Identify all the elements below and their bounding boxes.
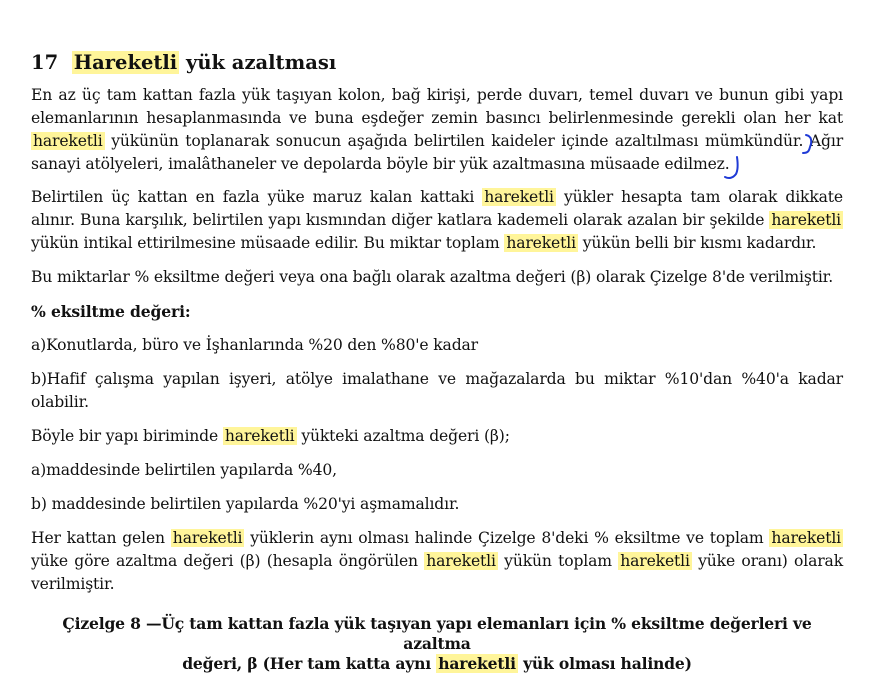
text-run: yükün intikal ettirilmesine müsaade edilir. Bu miktar toplam: [31, 234, 500, 252]
highlighted-keyword: hareketli: [620, 552, 690, 570]
text-run: Belirtilen üç kattan en fazla yüke maruz kalan kattaki: [31, 188, 475, 206]
section-heading: [31, 50, 843, 76]
highlighted-keyword: hareketli: [438, 654, 516, 673]
list-item-a-limit: a)maddesinde belirtilen yapılarda %40,: [31, 461, 337, 479]
highlighted-keyword: hareketli: [771, 211, 841, 229]
list-item-b-limit: b) maddesinde belirtilen yapılarda %20'yi aşmamalıdır.: [31, 495, 460, 513]
text-run: yükteki azaltma değeri (β);: [301, 427, 510, 445]
pen-bracket-annotation-bottom: [721, 154, 745, 184]
paragraph-beta: [31, 425, 843, 448]
section-number: 17: [31, 51, 59, 74]
highlighted-keyword: hareketli: [426, 552, 496, 570]
list-item-a: a)Konutlarda, büro ve İşhanlarında %20 den %80'e kadar: [31, 336, 478, 354]
text-run: Böyle bir yapı biriminde: [31, 427, 219, 445]
paragraph-3: Bu miktarlar % eksiltme değeri veya ona bağlı olarak azaltma değeri (β) olarak Çizelge 8'de verilmiştir.: [31, 268, 834, 286]
pen-bracket-annotation-top: [800, 132, 820, 158]
text-run: yükün belli bir kısmı kadardır.: [582, 234, 817, 252]
highlighted-keyword: hareketli: [484, 188, 554, 206]
text-run: En az üç tam kattan fazla yük taşıyan kolon, bağ kirişi, perde duvarı, temel duvarı ve bunun gibi yapı elemanlarının hesaplanmasında ve buna eşdeğer zemin basıncı belirlenmesinde gerekli olan her kat: [31, 86, 843, 127]
document-page: [31, 50, 843, 596]
section-title: yük azaltması: [186, 51, 337, 74]
text-run: yükün toplam: [504, 552, 612, 570]
table-caption: [31, 614, 843, 674]
text-run: yükünün toplanarak sonucun aşağıda belirtilen kaideler içinde azaltılması mümkündür. Ağır sanayi atölyeleri, imalâthaneler ve depolarda böyle bir yük azaltmasına müsaade edilmez.: [31, 132, 843, 173]
caption-line-2: [31, 654, 843, 674]
highlighted-keyword: hareketli: [224, 427, 295, 445]
list-item-b: b)Hafif çalışma yapılan işyeri, atölye imalathane ve mağazalarda bu miktar %10'dan %40'a kadar olabilir.: [31, 370, 843, 411]
highlighted-keyword: hareketli: [506, 234, 576, 252]
highlighted-keyword: hareketli: [172, 529, 243, 547]
paragraph-final: [31, 527, 843, 596]
highlighted-keyword: Hareketli: [73, 51, 178, 74]
text-run: yüke göre azaltma değeri (β) (hesapla öngörülen: [31, 552, 418, 570]
text-run: yüklerin aynı olması halinde Çizelge 8'deki % eksiltme ve toplam: [250, 529, 764, 547]
highlighted-keyword: hareketli: [771, 529, 842, 547]
text-run: değeri, β (Her tam katta aynı: [182, 654, 432, 673]
paragraph-2: [31, 186, 843, 255]
text-run: yüke oranı) olarak verilmiştir.: [31, 552, 843, 593]
subheading-reduction-value: % eksiltme değeri:: [31, 302, 191, 321]
text-run: yükler hesapta tam olarak dikkate alınır. Buna karşılık, belirtilen yapı kısmından diğer katlara kademeli olarak azalan bir şekilde: [31, 188, 843, 229]
text-run: yük olması halinde): [523, 654, 692, 673]
highlighted-keyword: hareketli: [33, 132, 103, 150]
text-run: Her kattan gelen: [31, 529, 165, 547]
caption-line-1: Çizelge 8 —Üç tam kattan fazla yük taşıyan yapı elemanları için % eksiltme değerleri ve azaltma: [62, 614, 812, 653]
